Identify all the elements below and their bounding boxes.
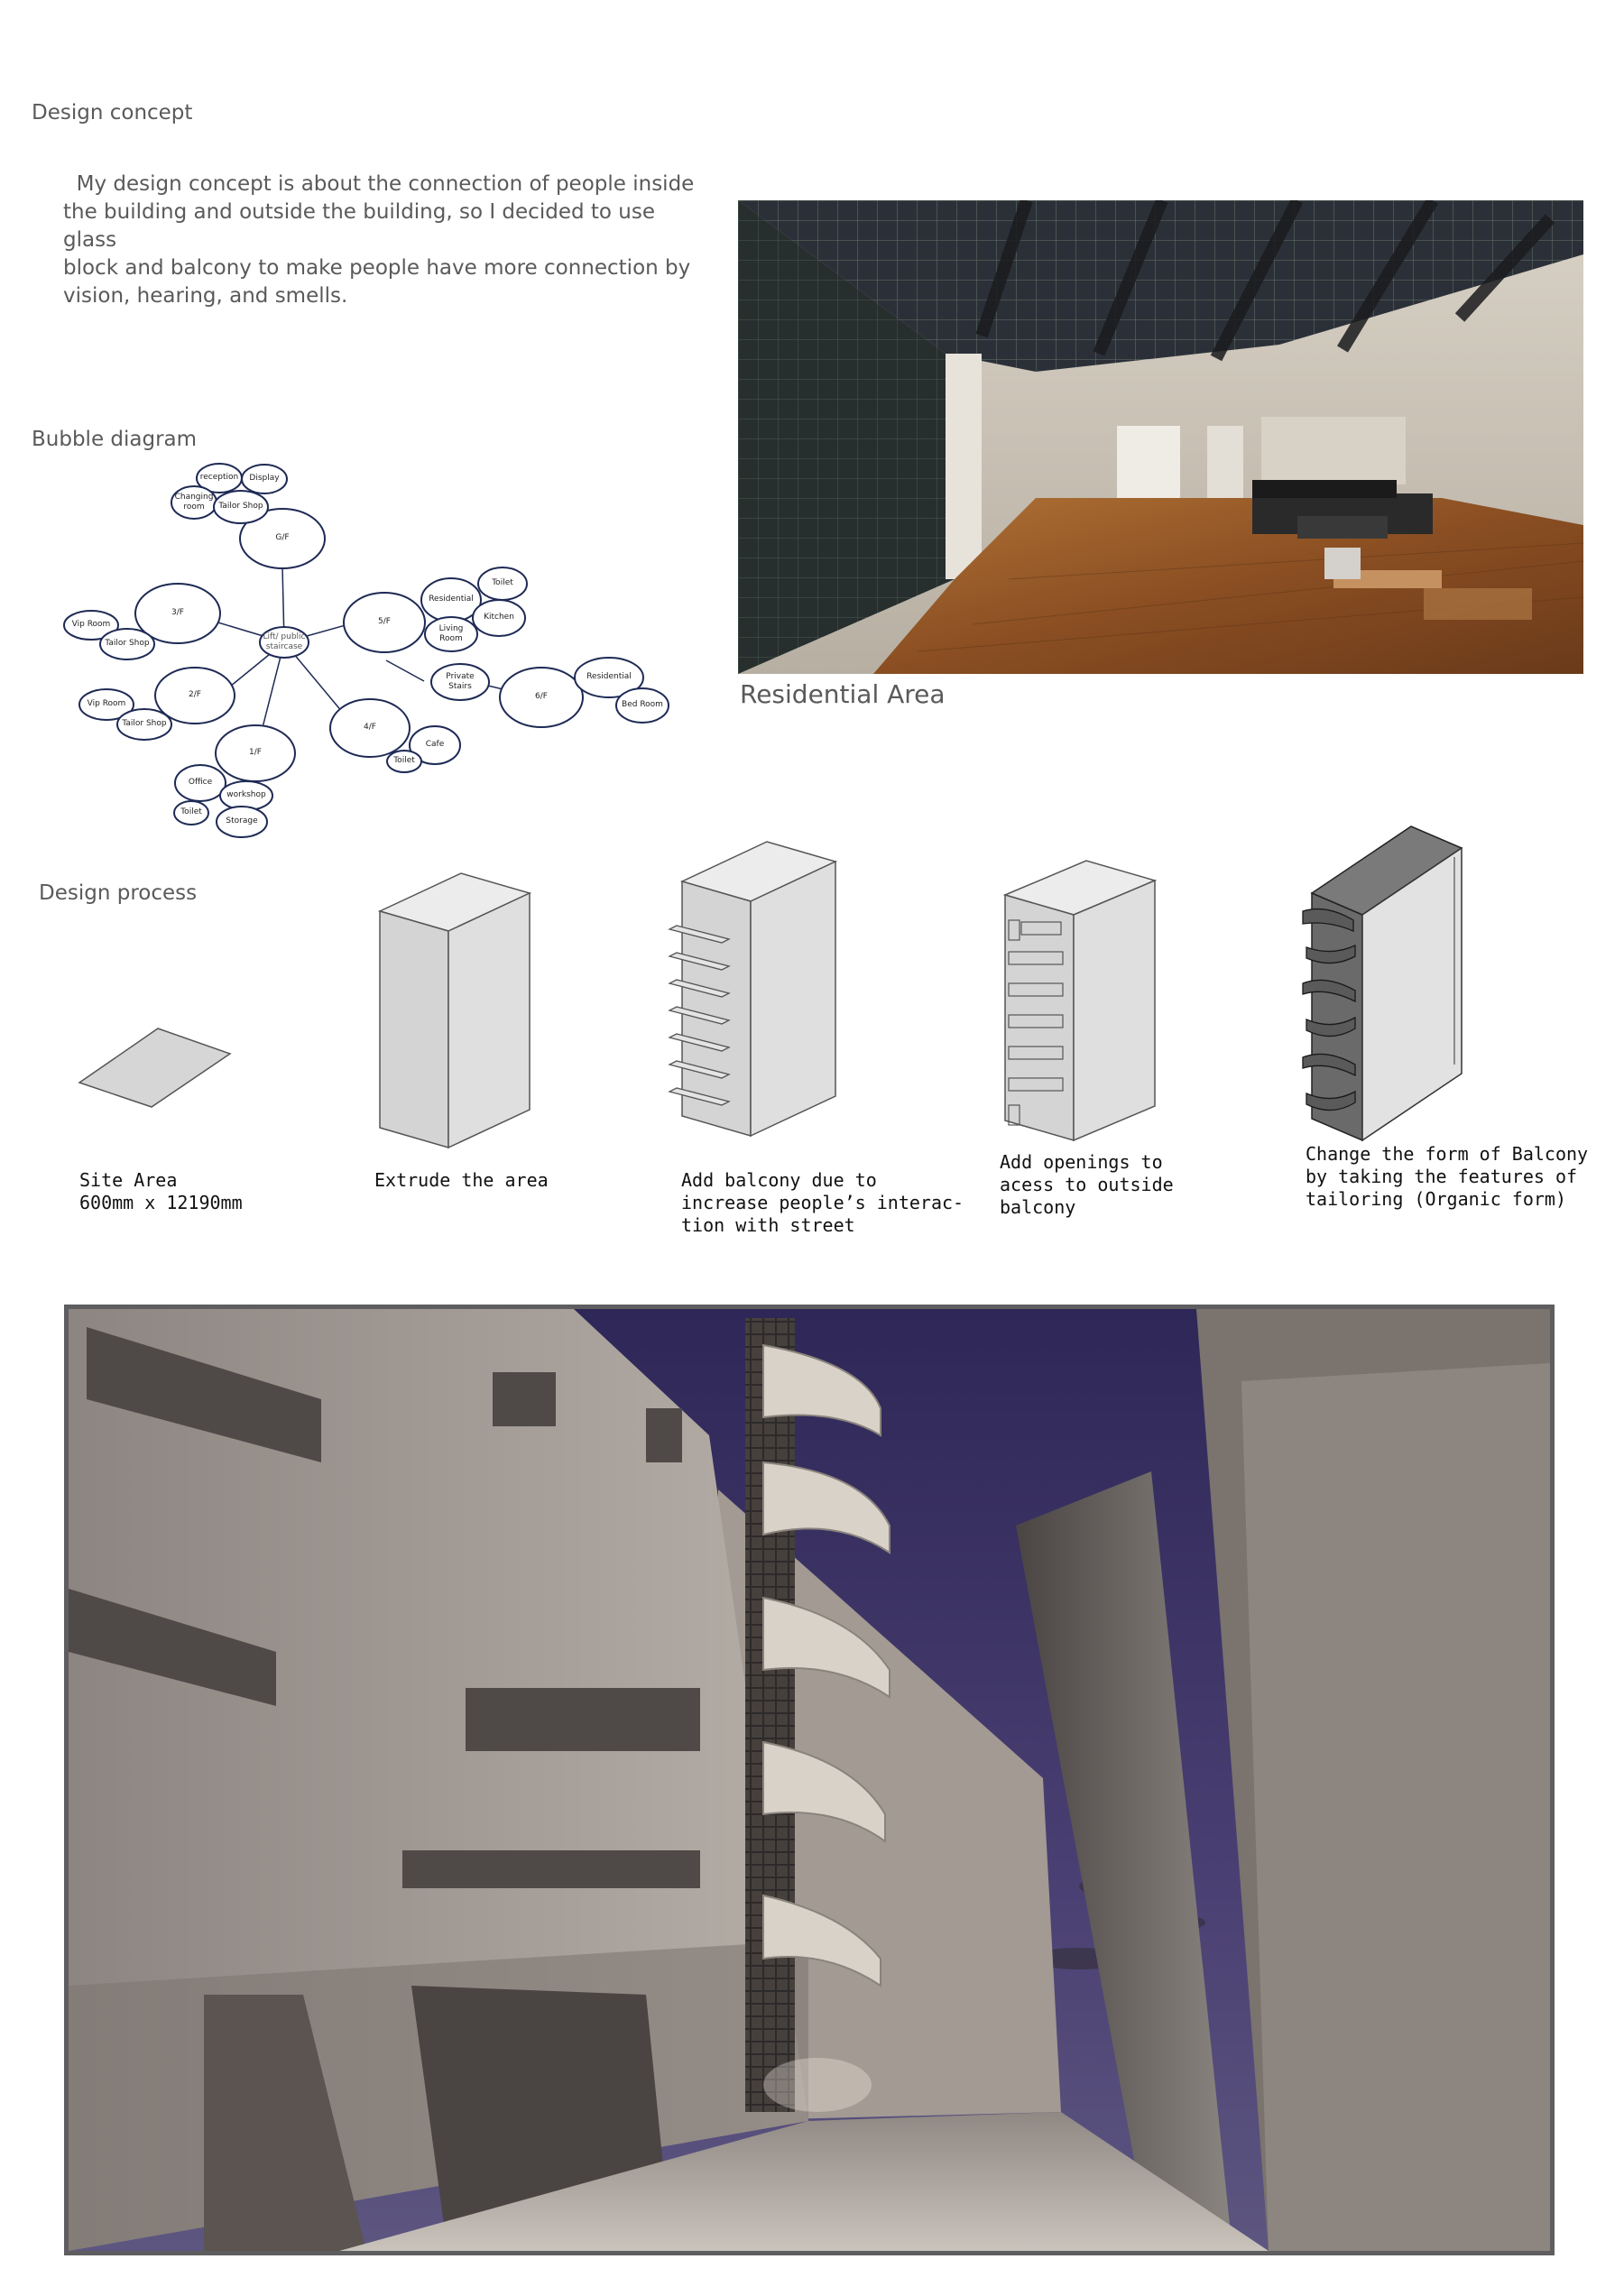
residential-area-render	[738, 200, 1583, 674]
bubble-label-tailor2: Tailor Shop	[122, 719, 167, 728]
bubble-label-workshop: workshop	[226, 790, 266, 799]
bubble-label-toilet5: Toilet	[492, 578, 513, 587]
bubble-label-vip2: Vip Room	[87, 699, 126, 708]
bubble-label-residential6: Residential	[586, 672, 632, 681]
process-step-2-drawing	[374, 866, 537, 1155]
residential-area-caption: Residential Area	[740, 679, 946, 709]
design-concept-heading: Design concept	[32, 101, 193, 124]
process-step-2-caption: Extrude the area	[374, 1169, 549, 1191]
bubble-label-toilet4: Toilet	[393, 756, 415, 765]
bubble-label-cafe: Cafe	[425, 740, 445, 749]
bubble-label-toilet1: Toilet	[180, 807, 202, 816]
bubble-label-tailor3: Tailor Shop	[105, 639, 150, 648]
bubble-label-changing: Changing room	[174, 493, 214, 512]
bubble-label-4f: 4/F	[364, 723, 376, 732]
bubble-label-5f: 5/F	[378, 617, 391, 626]
process-step-1-caption: Site Area 600mm x 12190mm	[79, 1169, 243, 1213]
process-step-4-caption: Add openings to acess to outside balcony	[1000, 1151, 1174, 1218]
bubble-label-residential5: Residential	[429, 595, 474, 604]
design-process-heading: Design process	[39, 881, 198, 905]
bubble-label-kitchen: Kitchen	[484, 613, 514, 622]
bubble-label-display: Display	[249, 474, 280, 483]
bubble-labels	[54, 451, 686, 848]
bubble-label-tailor-gf: Tailor Shop	[218, 502, 263, 511]
bubble-label-office: Office	[188, 778, 213, 787]
bubble-label-2f: 2/F	[189, 690, 201, 699]
bubble-label-hub: Lift/ public staircase	[263, 632, 306, 651]
bubble-label-6f: 6/F	[535, 692, 548, 701]
bubble-label-1f: 1/F	[249, 748, 262, 757]
bubble-diagram-heading: Bubble diagram	[32, 428, 198, 451]
bubble-label-reception: reception	[199, 473, 239, 482]
bubble-label-living: Living Room	[438, 624, 464, 643]
bubble-label-bedroom: Bed Room	[622, 700, 663, 709]
bubble-label-3f: 3/F	[171, 608, 184, 617]
bubble-label-gf: G/F	[275, 533, 290, 542]
street-night-render	[64, 1305, 1555, 2255]
process-step-3-caption: Add balcony due to increase people’s interac- tion with street	[681, 1169, 964, 1236]
process-step-3-drawing	[668, 834, 839, 1146]
bubble-label-private-stairs: Private Stairs	[446, 672, 475, 691]
process-step-4-drawing	[1000, 857, 1162, 1146]
process-step-1-drawing	[72, 1019, 235, 1110]
bubble-label-storage: Storage	[226, 816, 258, 825]
design-concept-text: My design concept is about the connection of people inside the building and outside the building, so I decided to use glass block and balcony to make people have more connection by vision, hearing, and smells.	[63, 172, 695, 308]
process-step-5-drawing	[1299, 821, 1471, 1146]
process-step-5-caption: Change the form of Balcony by taking the features of tailoring (Organic form)	[1306, 1143, 1589, 1210]
bubble-label-vip3: Vip Room	[71, 620, 111, 629]
